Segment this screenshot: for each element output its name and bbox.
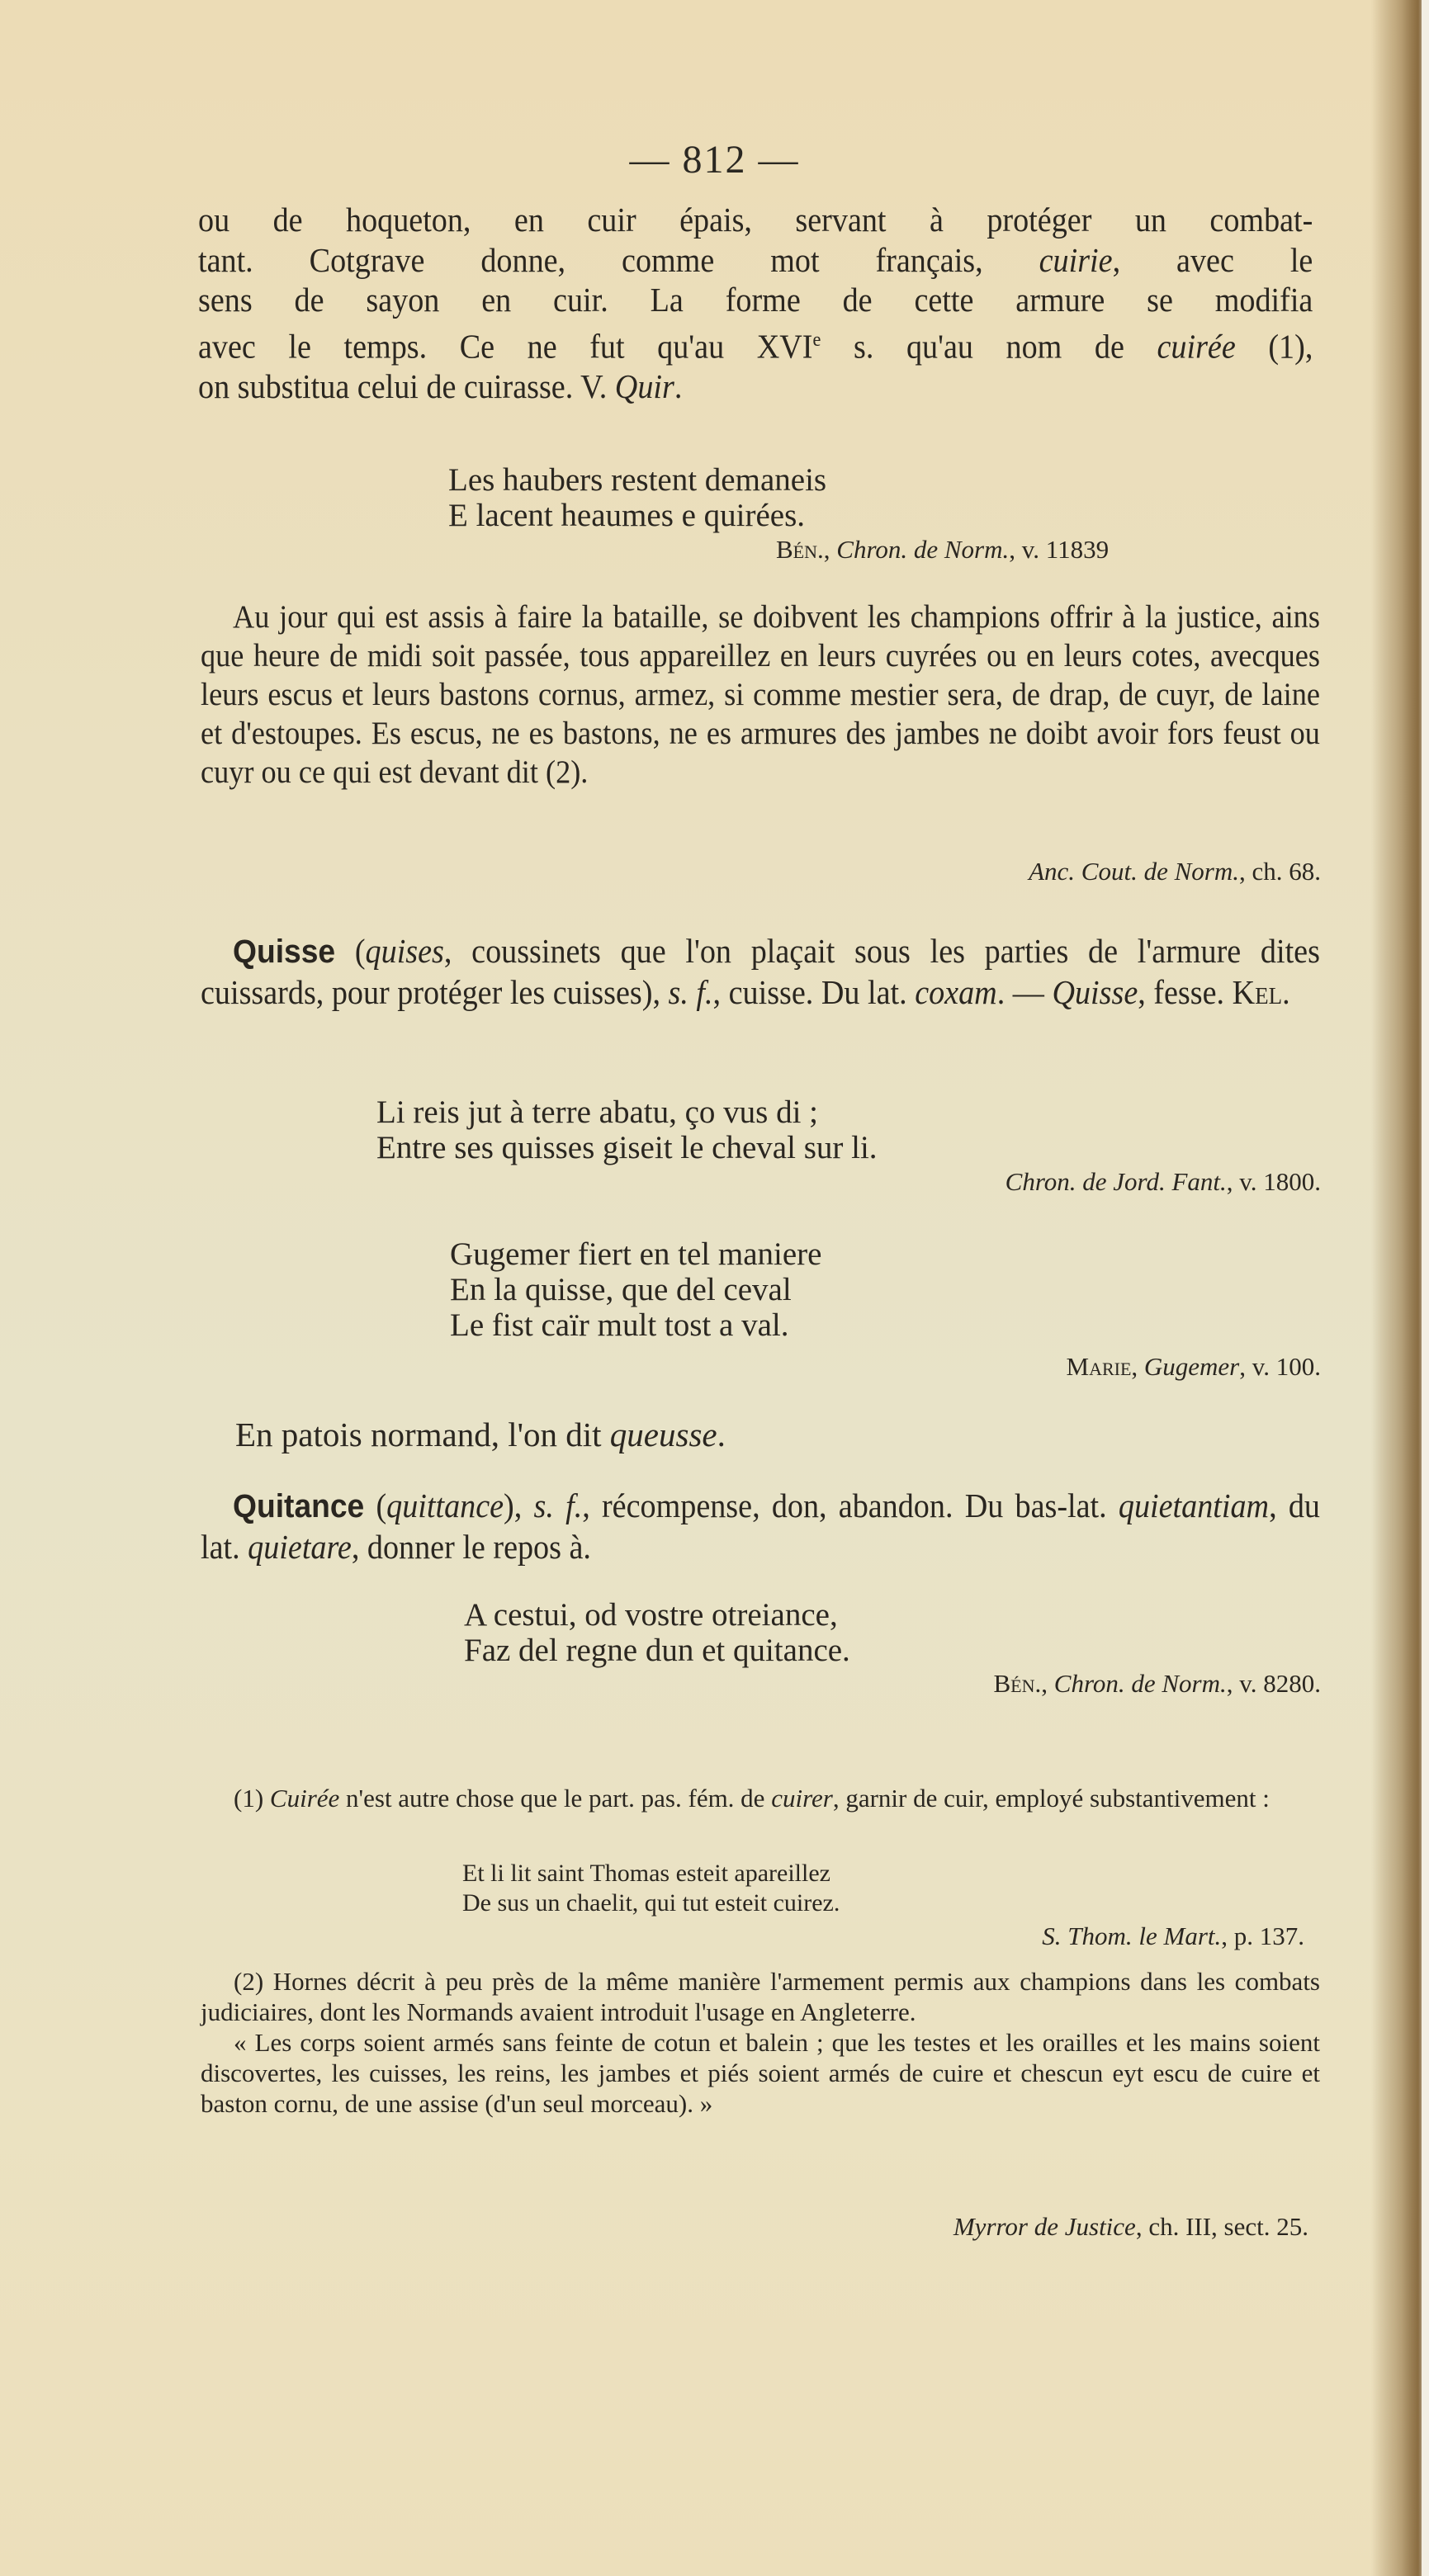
definition: , cuisse. Du lat. [712, 972, 916, 1011]
verse-quote-4 [464, 1597, 1331, 1668]
source-abbrev: Kel. [1232, 972, 1290, 1011]
footnote-quote: « Les corps soient armés sans feinte de cotun et balein ; que les testes et les orailles et les mains soient discovertes, les cuisses, les reins, les jambes et piés soient armés de cuire et chescun eyt escu de cuire et baston cornu, de une assise (d'un seul morceau). » [201, 2028, 1320, 2118]
text-line: ou de hoqueton, en cuir épais, servant à protéger un combat- [198, 201, 1313, 239]
text-line: s. qu'au nom de [821, 327, 1157, 366]
verse-line: E lacent heaumes e quirées. [448, 498, 806, 533]
definition: . — [996, 972, 1053, 1011]
text-line: . [674, 366, 683, 405]
footnote-marker: (2) [234, 1967, 264, 1996]
entry-quisse: Quisse (quises, coussinets que l'on plaçait sous les parties de l'armure dites cuissards, pour protéger les cuisses), s. f., cuisse. Du lat. coxam. — Quisse, fesse. Kel. [201, 932, 1320, 1011]
citation-ref: , ch. 68. [1238, 857, 1321, 886]
footnote-marker: (1) [234, 1784, 264, 1813]
footnote-1-citation [784, 1921, 1304, 1951]
citation-3 [784, 1167, 1321, 1197]
definition: , récompense, don, abandon. Du bas-lat. [582, 1487, 1119, 1524]
verse-line: Gugemer fiert en tel maniere [450, 1236, 822, 1272]
citation-ref: , p. 137. [1221, 1921, 1304, 1950]
intro-paragraph [198, 200, 1321, 406]
verse-line: Faz del regne dun et quitance. [464, 1633, 850, 1668]
text-line: on substitua celui de cuirasse. V. [198, 366, 615, 405]
footnote-1: (1) Cuirée n'est autre chose que le part. pas. fém. de cuirer, garnir de cuir, employé substantivement : [234, 1784, 1270, 1813]
verse-line: Le fist caïr mult tost a val. [450, 1307, 789, 1343]
citation-work: S. Thom. le Mart. [1042, 1921, 1222, 1950]
prose-quote [201, 598, 1320, 792]
citation-5: Bén., Chron. de Norm., v. 8280. [993, 1669, 1321, 1698]
dialect-word: queusse [609, 1416, 717, 1453]
italic-term: cuirée [1157, 327, 1236, 366]
citation-work: Chron. de Jord. Fant. [1005, 1167, 1227, 1196]
etymon: quietantiam [1118, 1487, 1270, 1524]
definition: , fesse. [1138, 972, 1233, 1011]
variant-form: Quisse [1052, 972, 1138, 1011]
etymon: coxam [915, 972, 997, 1011]
page-number: — 812 — [629, 138, 800, 182]
verse-quote-3 [450, 1236, 1317, 1343]
headword: Quitance [233, 1488, 365, 1524]
variant-form: quittance [386, 1487, 504, 1524]
page-edge [1422, 0, 1429, 2576]
verse-line: En la quisse, que del ceval [450, 1272, 792, 1307]
text-line: tant. Cotgrave donne, comme mot français, [198, 240, 1039, 279]
footnote-term: cuirer [771, 1784, 833, 1813]
citation-work: Chron. de Norm. [1053, 1669, 1227, 1698]
citation-2 [826, 857, 1321, 886]
part-of-speech: s. f. [668, 972, 713, 1011]
footnote-2-citation [743, 2212, 1308, 2242]
citation-ref: , v. 100. [1239, 1352, 1321, 1381]
citation-author: Bén. [993, 1669, 1042, 1698]
patois-note: En patois normand, l'on dit queusse. [235, 1416, 726, 1453]
cross-reference[interactable]: Quir [614, 366, 674, 405]
footnote-1-verse [462, 1859, 1288, 1918]
footnote-2: (2) Hornes décrit à peu près de la même manière l'armement permis aux champions dans les combats judiciaires, dont les Normands avaient introduit l'usage en Angleterre. « Les corps soient armés sans feinte de cotun et balein ; que les testes et les orailles et les mains soient discovertes, les cuisses, les reins, les jambes et piés soient armés de cuire et chescun eyt escu de cuire et baston cornu, de une assise (d'un seul morceau). » [201, 1967, 1320, 2118]
citation-ref: , v. 8280. [1226, 1669, 1321, 1698]
headword: Quisse [233, 934, 336, 970]
superscript: e [812, 328, 821, 351]
entry-quitance: Quitance (quittance), s. f., récompense, don, abandon. Du bas-lat. quietantiam, du lat. quietare, donner le repos à. [201, 1487, 1320, 1566]
verse-line: Les haubers restent demaneis [448, 462, 827, 498]
definition: , coussinets que l'on plaçait sous les parties de l'armure dites cuissards, pour protéger les cuisses), [201, 932, 1320, 1011]
verse-line: A cestui, od vostre otreiance, [464, 1597, 838, 1633]
citation-author: Bén. [776, 535, 824, 564]
citation-work: Chron. de Norm. [836, 535, 1010, 564]
footnote-ref[interactable]: (1), [1235, 327, 1313, 366]
text-line: , avec le [1112, 240, 1313, 279]
verse-line: Entre ses quisses giseit le cheval sur li. [376, 1130, 878, 1165]
citation-4: Marie, Gugemer, v. 100. [1066, 1352, 1321, 1381]
footnote-term: Cuirée [269, 1784, 340, 1813]
part-of-speech: s. f. [533, 1487, 583, 1524]
book-spine-shadow [1372, 0, 1422, 2576]
verse-quote-2 [376, 1094, 1326, 1165]
citation-ref: , ch. III, sect. 25. [1135, 2212, 1308, 2241]
verse-line: Et li lit saint Thomas esteit apareillez [462, 1860, 830, 1887]
text-line: avec le temps. Ce ne fut qu'au XVI [198, 327, 813, 366]
citation-1: Bén., Chron. de Norm., v. 11839 [776, 535, 1110, 564]
verse-line: Li reis jut à terre abatu, ço vus di ; [376, 1094, 818, 1130]
verse-quote-1 [448, 462, 1323, 533]
citation-ref: , v. 11839 [1009, 535, 1110, 564]
citation-ref: , v. 1800. [1226, 1167, 1321, 1196]
citation-work: Anc. Cout. de Norm. [1029, 857, 1239, 886]
etymon: quietare [248, 1527, 352, 1566]
variant-form: quises [365, 932, 444, 970]
verse-line: De sus un chaelit, qui tut esteit cuirez. [462, 1889, 840, 1917]
prose-quote-text: Au jour qui est assis à faire la bataille, se doibvent les champions offrir à la justice, ains que heure de midi soit passée, tous appareillez en leurs cuyrées ou en leurs cotes, avecques leurs escus et leurs bastons cornus, armez, si comme mestier sera, de drap, de cuyr, de laine et d'estoupes. Es escus, ne es bastons, ne es armures des jambes ne doibt avoir fors feust ou cuyr ou ce qui est devant dit (2). [201, 599, 1320, 790]
citation-author: Marie [1066, 1352, 1132, 1381]
definition: , du lat. [201, 1487, 1320, 1566]
citation-work: Myrror de Justice [953, 2212, 1136, 2241]
definition: , donner le repos à. [351, 1527, 591, 1566]
italic-term: cuirie [1039, 240, 1113, 279]
citation-work: Gugemer [1143, 1352, 1240, 1381]
text-line: sens de sayon en cuir. La forme de cette armure se modifia [198, 281, 1313, 319]
